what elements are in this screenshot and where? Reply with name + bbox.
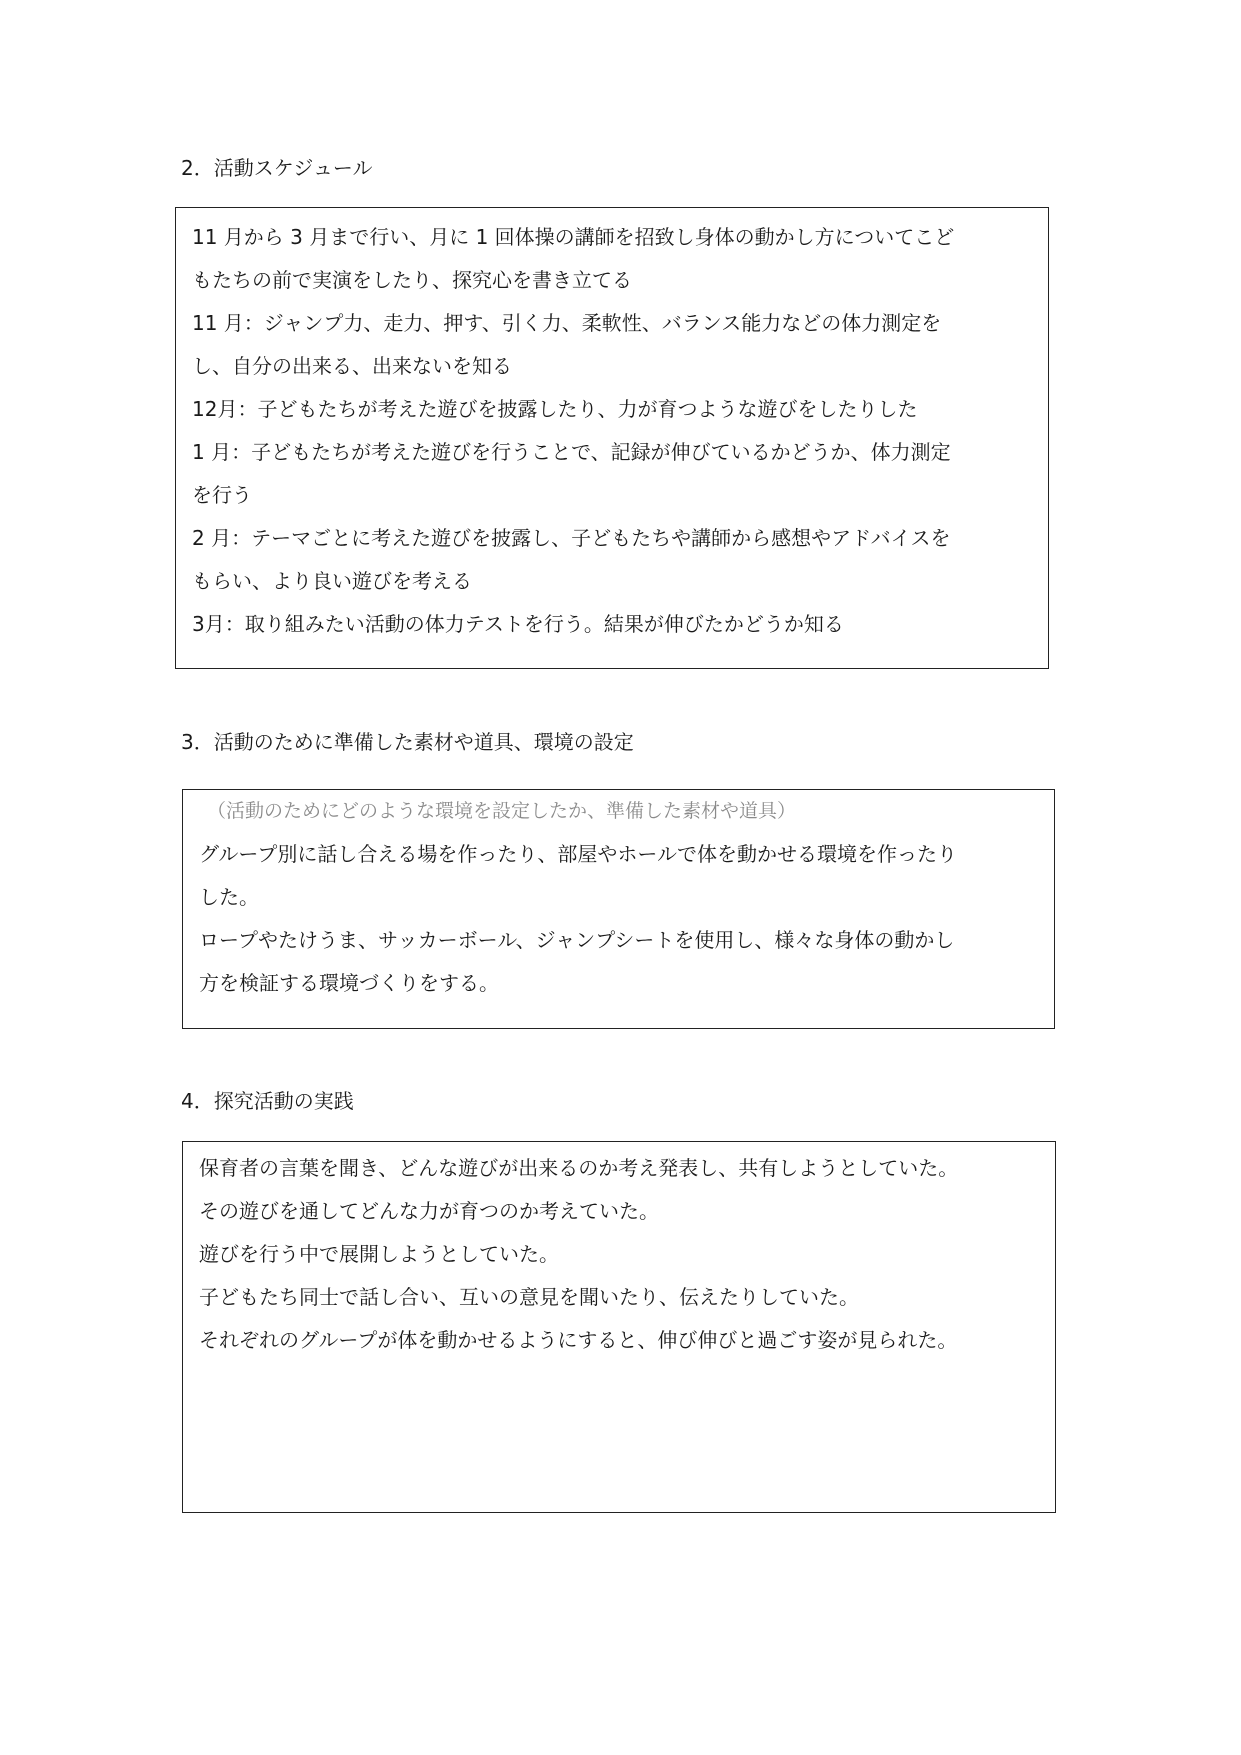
schedule-line: 1 月：子どもたちが考えた遊びを行うことで、記録が伸びているかどうか、体力測定 xyxy=(192,440,951,464)
schedule-line: 2 月：テーマごとに考えた遊びを披露し、子どもたちや講師から感想やアドバイスを xyxy=(192,526,951,550)
schedule-line: 12月：子どもたちが考えた遊びを披露したり、力が育つような遊びをしたりした xyxy=(192,397,918,421)
practice-line: それぞれのグループが体を動かせるようにすると、伸び伸びと過ごす姿が見られた。 xyxy=(199,1328,958,1352)
section-heading-schedule: 2．活動スケジュール xyxy=(181,156,373,180)
practice-line: 子どもたち同士で話し合い、互いの意見を聞いたり、伝えたりしていた。 xyxy=(199,1285,859,1309)
materials-line: した。 xyxy=(199,885,259,909)
schedule-box xyxy=(175,207,1049,669)
materials-line: 方を検証する環境づくりをする。 xyxy=(199,971,499,995)
materials-note: （活動のためにどのような環境を設定したか、準備した素材や道具） xyxy=(207,800,797,822)
schedule-line: し、自分の出来る、出来ないを知る xyxy=(192,354,512,378)
materials-line: グループ別に話し合える場を作ったり、部屋やホールで体を動かせる環境を作ったり xyxy=(199,842,957,866)
section-heading-practice: 4．探究活動の実践 xyxy=(181,1089,354,1113)
schedule-line: 3月：取り組みたい活動の体力テストを行う。結果が伸びたかどうか知る xyxy=(192,612,844,636)
materials-box xyxy=(182,789,1055,1029)
schedule-line: もたちの前で実演をしたり、探究心を書き立てる xyxy=(192,268,632,292)
schedule-line: もらい、より良い遊びを考える xyxy=(192,569,472,593)
practice-line: 保育者の言葉を聞き、どんな遊びが出来るのか考え発表し、共有しようとしていた。 xyxy=(199,1156,959,1180)
schedule-line: 11 月：ジャンプ力、走力、押す、引く力、柔軟性、バランス能力などの体力測定を xyxy=(192,311,942,335)
practice-line: その遊びを通してどんな力が育つのか考えていた。 xyxy=(199,1199,659,1223)
practice-line: 遊びを行う中で展開しようとしていた。 xyxy=(199,1242,559,1266)
section-heading-materials: 3．活動のために準備した素材や道具、環境の設定 xyxy=(181,730,634,754)
schedule-line: 11 月から 3 月まで行い、月に 1 回体操の講師を招致し身体の動かし方についてこど xyxy=(192,225,955,249)
practice-box xyxy=(182,1141,1056,1513)
materials-line: ロープやたけうま、サッカーボール、ジャンプシートを使用し、様々な身体の動かし xyxy=(199,928,955,952)
schedule-line: を行う xyxy=(192,483,252,507)
